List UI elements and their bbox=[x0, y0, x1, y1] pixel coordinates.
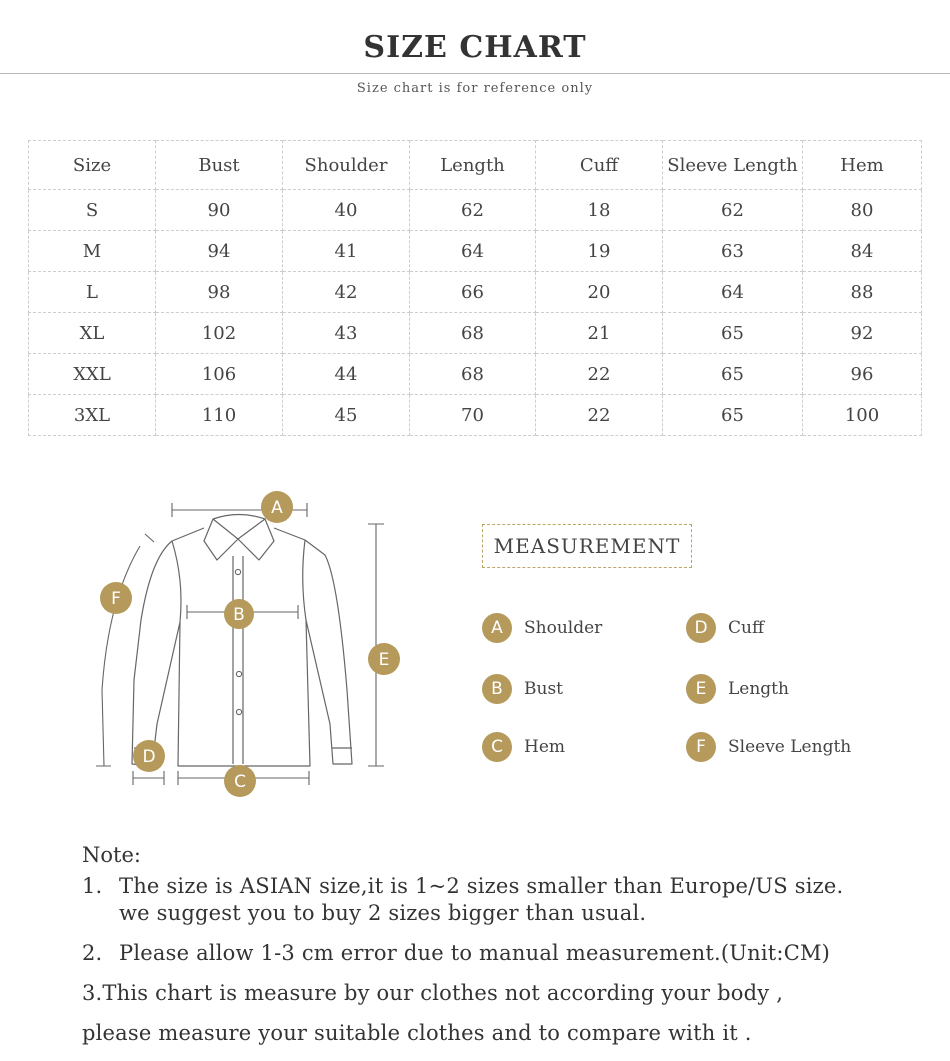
legend-label: Length bbox=[728, 679, 789, 699]
legend-badge-b: B bbox=[482, 674, 512, 704]
legend-label: Hem bbox=[524, 737, 566, 757]
page-title: SIZE CHART bbox=[363, 30, 587, 65]
table-cell: 40 bbox=[283, 190, 410, 231]
note-2-text: Please allow 1-3 cm error due to manual measurement.(Unit:CM) bbox=[119, 941, 831, 965]
measure-line-cuff bbox=[133, 771, 164, 785]
note-2-number: 2. bbox=[82, 941, 103, 965]
column-header-bust: Bust bbox=[156, 141, 283, 190]
table-cell: 20 bbox=[536, 272, 663, 313]
note-1 bbox=[82, 874, 843, 898]
table-cell: 62 bbox=[663, 190, 803, 231]
table-cell: 96 bbox=[803, 354, 922, 395]
table-cell: 110 bbox=[156, 395, 283, 436]
table-cell: 22 bbox=[536, 354, 663, 395]
legend-item-shoulder bbox=[482, 613, 602, 643]
column-header-shoulder: Shoulder bbox=[283, 141, 410, 190]
note-1-text: The size is ASIAN size,it is 1~2 sizes smaller than Europe/US size. bbox=[119, 874, 844, 898]
table-cell: 100 bbox=[803, 395, 922, 436]
shirt-collar bbox=[204, 515, 274, 561]
legend-badge-a: A bbox=[482, 613, 512, 643]
table-cell: 64 bbox=[663, 272, 803, 313]
table-cell: 65 bbox=[663, 354, 803, 395]
table-cell: 90 bbox=[156, 190, 283, 231]
table-cell: 19 bbox=[536, 231, 663, 272]
table-cell: 41 bbox=[283, 231, 410, 272]
marker-d-label: D bbox=[142, 747, 156, 767]
notes-title: Note: bbox=[82, 843, 141, 867]
table-cell: 84 bbox=[803, 231, 922, 272]
legend-item-hem bbox=[482, 732, 565, 762]
table-cell: 44 bbox=[283, 354, 410, 395]
table-cell: 98 bbox=[156, 272, 283, 313]
table-cell: 80 bbox=[803, 190, 922, 231]
legend-badge-d: D bbox=[686, 613, 716, 643]
table-row bbox=[29, 190, 922, 231]
marker-f bbox=[100, 582, 132, 614]
sleeve-seam-right bbox=[303, 540, 306, 620]
size-table bbox=[28, 140, 922, 436]
legend-label: Cuff bbox=[728, 618, 765, 638]
table-cell: 66 bbox=[410, 272, 536, 313]
legend-label: Sleeve Length bbox=[728, 737, 852, 757]
subtitle: Size chart is for reference only bbox=[356, 81, 594, 96]
table-cell: 43 bbox=[283, 313, 410, 354]
table-cell: 65 bbox=[663, 313, 803, 354]
sleeve-seam-left bbox=[172, 541, 181, 622]
column-header-cuff: Cuff bbox=[536, 141, 663, 190]
column-header-sleeve-length: Sleeve Length bbox=[663, 141, 803, 190]
measurement-title: MEASUREMENT bbox=[482, 524, 692, 568]
table-row bbox=[29, 272, 922, 313]
legend-badge-f: F bbox=[686, 732, 716, 762]
marker-e bbox=[368, 643, 400, 675]
marker-b-label: B bbox=[233, 605, 245, 625]
note-2 bbox=[82, 941, 830, 965]
table-cell: 62 bbox=[410, 190, 536, 231]
legend-item-length bbox=[686, 674, 789, 704]
table-cell: XL bbox=[29, 313, 156, 354]
table-header-row bbox=[29, 141, 922, 190]
marker-a-label: A bbox=[271, 498, 283, 518]
table-cell: 3XL bbox=[29, 395, 156, 436]
shirt-body bbox=[132, 528, 352, 766]
table-row bbox=[29, 354, 922, 395]
shirt-button bbox=[236, 671, 241, 676]
legend-item-cuff bbox=[686, 613, 764, 643]
note-1-continuation: we suggest you to buy 2 sizes bigger than usual. bbox=[119, 901, 647, 925]
table-cell: L bbox=[29, 272, 156, 313]
table-cell: S bbox=[29, 190, 156, 231]
shirt-button bbox=[235, 569, 240, 574]
shirt-diagram bbox=[90, 478, 420, 808]
table-cell: 64 bbox=[410, 231, 536, 272]
table-cell: 21 bbox=[536, 313, 663, 354]
shirt-button bbox=[236, 709, 241, 714]
table-row bbox=[29, 231, 922, 272]
table-cell: 63 bbox=[663, 231, 803, 272]
legend-item-sleeve-length bbox=[686, 732, 851, 762]
table-cell: 94 bbox=[156, 231, 283, 272]
column-header-hem: Hem bbox=[803, 141, 922, 190]
table-cell: 102 bbox=[156, 313, 283, 354]
legend-badge-c: C bbox=[482, 732, 512, 762]
table-cell: 88 bbox=[803, 272, 922, 313]
note-1-number: 1. bbox=[82, 874, 103, 898]
legend-label: Shoulder bbox=[524, 618, 603, 638]
marker-d bbox=[133, 740, 165, 772]
legend-badge-e: E bbox=[686, 674, 716, 704]
table-cell: 92 bbox=[803, 313, 922, 354]
table-cell: 45 bbox=[283, 395, 410, 436]
table-row bbox=[29, 395, 922, 436]
marker-c bbox=[224, 765, 256, 797]
table-cell: XXL bbox=[29, 354, 156, 395]
marker-a bbox=[261, 491, 293, 523]
column-header-size: Size bbox=[29, 141, 156, 190]
collar-inner bbox=[213, 519, 265, 539]
legend-item-bust bbox=[482, 674, 563, 704]
table-cell: 70 bbox=[410, 395, 536, 436]
table-cell: 68 bbox=[410, 354, 536, 395]
table-row bbox=[29, 313, 922, 354]
table-cell: 106 bbox=[156, 354, 283, 395]
title-divider bbox=[0, 73, 950, 74]
measure-line-sleeve bbox=[96, 534, 154, 766]
legend-label: Bust bbox=[524, 679, 563, 699]
table-cell: 68 bbox=[410, 313, 536, 354]
table-cell: 42 bbox=[283, 272, 410, 313]
table-cell: M bbox=[29, 231, 156, 272]
marker-b bbox=[224, 599, 254, 629]
marker-e-label: E bbox=[378, 650, 390, 670]
table-cell: 65 bbox=[663, 395, 803, 436]
marker-c-label: C bbox=[234, 772, 246, 792]
note-3-continuation: please measure your suitable clothes and to compare with it . bbox=[82, 1021, 752, 1045]
table-cell: 18 bbox=[536, 190, 663, 231]
marker-f-label: F bbox=[111, 589, 121, 609]
table-cell: 22 bbox=[536, 395, 663, 436]
placket bbox=[233, 556, 243, 764]
note-3: 3.This chart is measure by our clothes not according your body , bbox=[82, 981, 784, 1005]
column-header-length: Length bbox=[410, 141, 536, 190]
